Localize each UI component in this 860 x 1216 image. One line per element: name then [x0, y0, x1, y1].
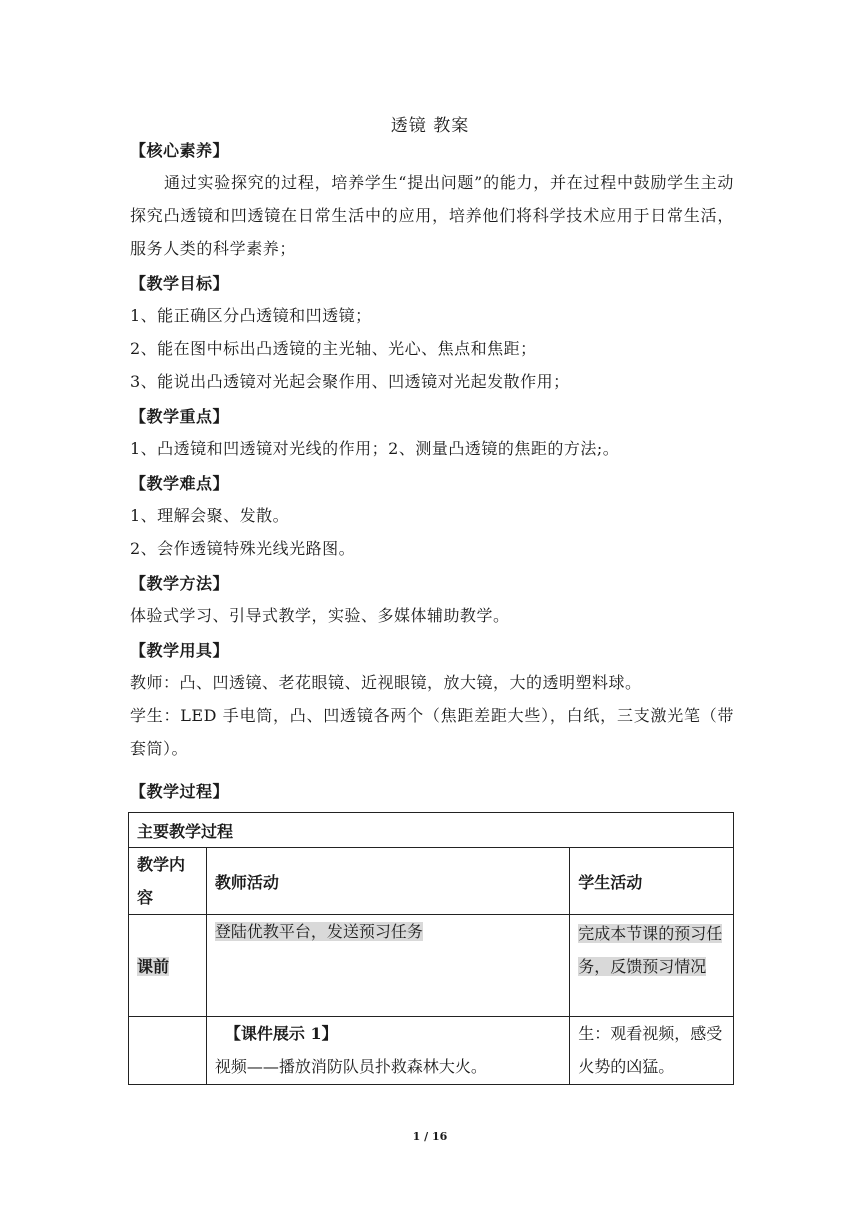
goal-item-1: 1、能正确区分凸透镜和凹透镜； — [130, 306, 372, 325]
methods-heading: 【教学方法】 — [130, 574, 230, 593]
table-caption: 主要教学过程 — [129, 813, 734, 848]
header-content: 教学内容 — [129, 848, 207, 915]
header-student: 学生活动 — [570, 848, 734, 915]
row2-teacher-text: 视频——播放消防队员扑救森林大火。 — [214, 1057, 487, 1076]
tools-teacher: 教师：凸、凹透镜、老花眼镜、近视眼镜，放大镜，大的透明塑料球。 — [130, 673, 642, 692]
tools-heading: 【教学用具】 — [130, 641, 230, 660]
core-heading: 【核心素养】 — [130, 141, 230, 160]
core-text: 通过实验探究的过程，培养学生“提出问题”的能力，并在过程中鼓励学生主动探究凸透镜和凹透镜在日常生活中的应用，培养他们将科学技术应用于日常生活，服务人类的科学素养； — [130, 173, 734, 258]
table-caption-row — [129, 813, 734, 848]
key-point-item-1: 1、凸透镜和凹透镜对光线的作用；2、测量凸透镜的焦距的方法;。 — [130, 439, 620, 458]
row2-teacher-title: 【课件展示 1】 — [224, 1024, 338, 1043]
row-teacher-cell — [206, 915, 569, 1017]
difficulty-item-1: 1、理解会聚、发散。 — [130, 506, 290, 525]
difficulties-heading: 【教学难点】 — [130, 474, 230, 493]
row2-student: 生：观看视频，感受火势的凶猛。 — [570, 1017, 734, 1085]
row2-content — [129, 1017, 207, 1085]
goal-item-3: 3、能说出凸透镜对光起会聚作用、凹透镜对光起发散作用； — [130, 372, 570, 391]
method-item-1: 体验式学习、引导式教学，实验、多媒体辅助教学。 — [130, 606, 510, 625]
tools-student: 学生：LED 手电筒，凸、凹透镜各两个（焦距差距大些），白纸，三支激光笔（带套筒）。 — [130, 706, 734, 758]
row-content-cell — [129, 915, 207, 1017]
row-teacher: 登陆优教平台，发送预习任务 — [214, 922, 423, 941]
document-body — [130, 136, 734, 807]
key-points-heading: 【教学重点】 — [130, 407, 230, 426]
row-content: 课前 — [137, 957, 170, 976]
table-row — [129, 1017, 734, 1085]
row2-teacher-cell — [206, 1017, 569, 1085]
process-table — [128, 812, 734, 1085]
goal-item-2: 2、能在图中标出凸透镜的主光轴、光心、焦点和焦距； — [130, 339, 537, 358]
difficulty-item-2: 2、会作透镜特殊光线光路图。 — [130, 539, 356, 558]
row-student: 完成本节课的预习任务，反馈预习情况 — [578, 924, 723, 976]
header-teacher: 教师活动 — [206, 848, 569, 915]
document-title: 透镜 教案 — [390, 116, 470, 136]
table-header-row — [129, 848, 734, 915]
table-row — [129, 915, 734, 1017]
process-heading: 【教学过程】 — [130, 782, 230, 801]
row-student-cell — [570, 915, 734, 1017]
page-number: 1 / 16 — [412, 1130, 448, 1143]
goals-heading: 【教学目标】 — [130, 274, 230, 293]
